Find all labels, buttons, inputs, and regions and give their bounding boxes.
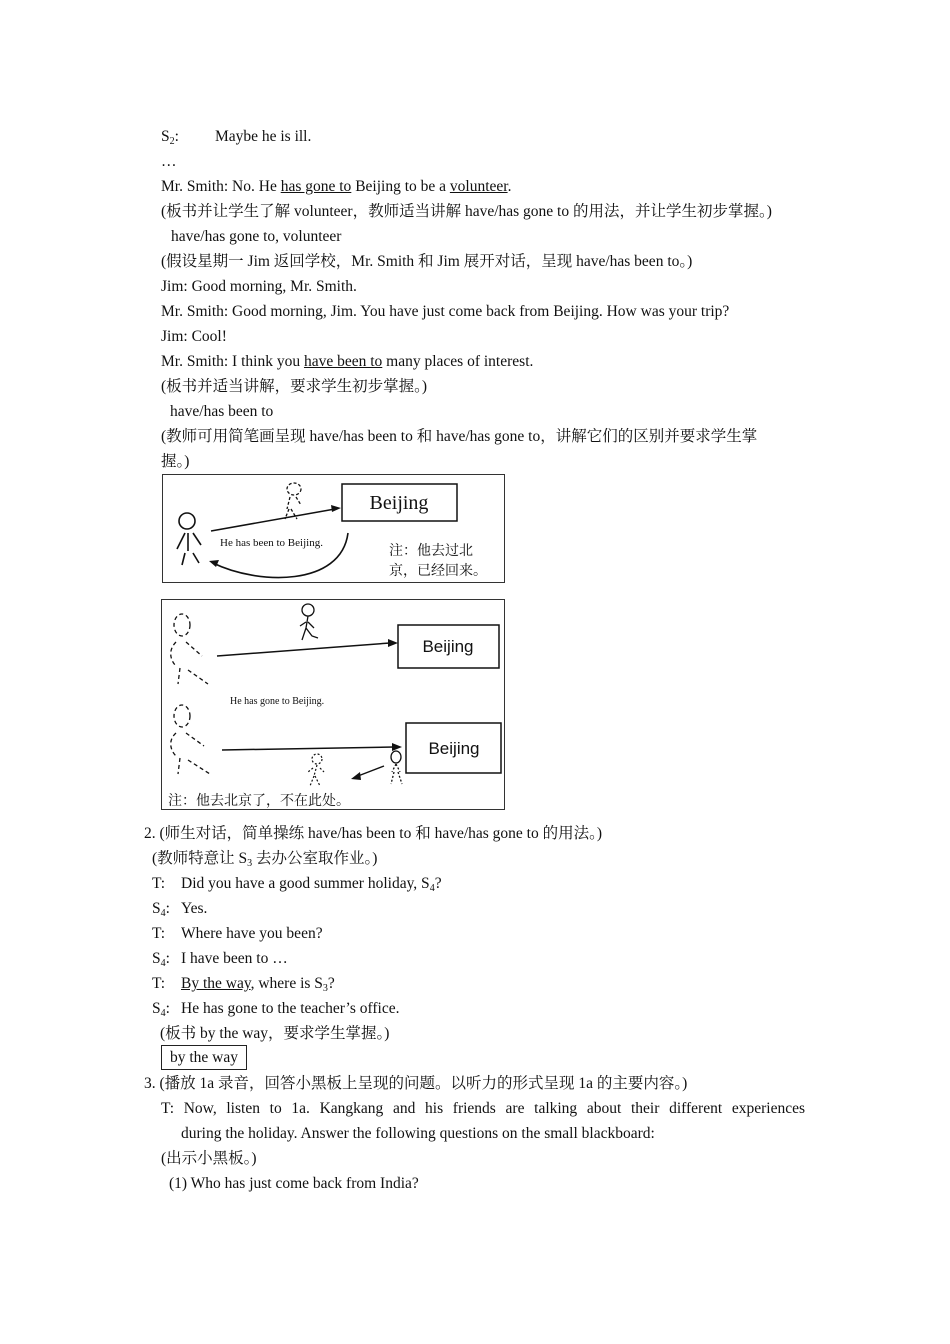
figure-note: 注：他去北京了，不在此处。 xyxy=(168,793,350,809)
teacher-note: (板书并适当讲解，要求学生初步掌握。) xyxy=(161,378,428,395)
teacher-note: (教师可用简笔画呈现 have/has been to 和 have/has gone to，讲解它们的区别并要求学生掌 xyxy=(161,428,758,445)
board-text: have/has been to xyxy=(170,403,274,420)
dialogue-line: T: Where have you been? xyxy=(152,925,323,942)
gone-to-drawing xyxy=(162,600,506,811)
dialogue-line: Jim: Good morning, Mr. Smith. xyxy=(161,278,357,295)
dialogue-line: T: By the way, where is $S_3$? xyxy=(152,975,335,994)
figure-note: 京，已经回来。 xyxy=(389,563,487,579)
teacher-note: (板书 by the way，要求学生掌握。) xyxy=(160,1025,390,1042)
beijing-label-top: Beijing xyxy=(422,637,474,656)
dialogue-line: Mr. Smith: No. He has gone to Beijing to be a volunteer. xyxy=(161,178,512,195)
been-to-drawing xyxy=(163,475,506,584)
boxed-phrase: by the way xyxy=(161,1045,247,1070)
section-heading: 2. (师生对话，简单操练 have/has been to 和 have/has gone to 的用法。) xyxy=(144,825,603,842)
beijing-label: Beijing xyxy=(369,492,429,514)
teacher-note: (教师特意让 $S_3$ 去办公室取作业。) xyxy=(152,850,378,869)
dialogue-line: $S_2$: Maybe he is ill. xyxy=(161,128,312,147)
beijing-label-bottom: Beijing xyxy=(428,739,480,758)
dialogue-line: Mr. Smith: Good morning, Jim. You have just come back from Beijing. How was your trip? xyxy=(161,303,730,320)
teacher-note: 握。) xyxy=(161,453,190,470)
question-item: (1) Who has just come back from India? xyxy=(169,1175,419,1192)
figure-note: 注：他去过北 xyxy=(389,543,473,559)
dialogue-line: T: Now, listen to 1a. Kangkang and his friends are talking about their different experiences xyxy=(161,1100,805,1117)
board-box xyxy=(161,1045,247,1070)
dialogue-line: $S_4$: Yes. xyxy=(152,900,208,919)
figure-been-to xyxy=(162,474,505,583)
figure-gone-to xyxy=(161,599,505,810)
dialogue-line: during the holiday. Answer the following questions on the small blackboard: xyxy=(181,1125,655,1142)
figure-caption: He has been to Beijing. xyxy=(220,537,323,549)
dialogue-line: Mr. Smith: I think you have been to many places of interest. xyxy=(161,353,534,370)
ellipsis-line: … xyxy=(161,153,177,170)
dialogue-line: $S_4$: He has gone to the teacher’s office. xyxy=(152,1000,400,1019)
section-heading: 3. (播放 1a 录音，回答小黑板上呈现的问题。以听力的形式呈现 1a 的主要内容。) xyxy=(144,1075,688,1092)
teacher-note: (出示小黑板。) xyxy=(161,1150,257,1167)
figure-caption: He has gone to Beijing. xyxy=(230,696,325,707)
dialogue-line: T: Did you have a good summer holiday, $S_4$? xyxy=(152,875,442,894)
board-text: have/has gone to, volunteer xyxy=(171,228,342,245)
dialogue-line: Jim: Cool! xyxy=(161,328,227,345)
teacher-note: (假设星期一 Jim 返回学校，Mr. Smith 和 Jim 展开对话，呈现 have/has been to。) xyxy=(161,253,693,270)
dialogue-line: $S_4$: I have been to … xyxy=(152,950,288,969)
teacher-note: (板书并让学生了解 volunteer，教师适当讲解 have/has gone to 的用法，并让学生初步掌握。) xyxy=(161,203,772,220)
